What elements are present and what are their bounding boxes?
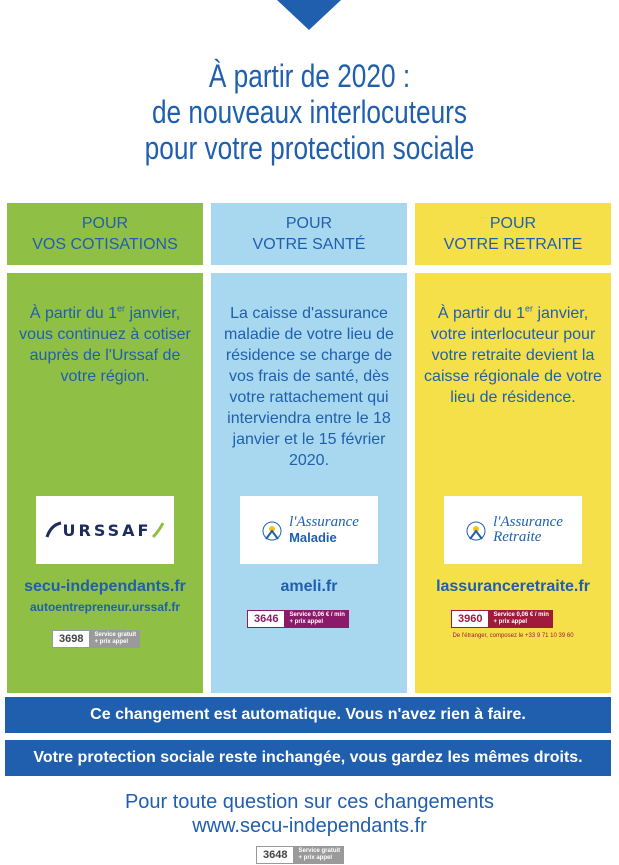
phone-info-line1: Service 0,06 € / min [289,612,345,618]
text-sup: er [117,303,126,314]
logo-line2: Retraite [493,529,542,545]
phone-info-line1: Service gratuit [298,848,341,854]
text-sup: er [525,303,534,314]
phone-info [489,610,552,628]
site-link[interactable]: lassuranceretraite.fr [436,578,590,595]
logo-wordmark [289,515,359,546]
phone-info [294,846,344,864]
site-link[interactable]: ameli.fr [280,578,338,595]
footer-question: Pour toute question sur ces changements [124,791,495,813]
site-link[interactable]: secu-independants.fr [24,578,186,595]
automatic-change-banner: Ce changement est automatique. Vous n'avez rien à faire. [5,697,611,733]
foreign-phone-note: De l'étranger, composez le +33 9 71 10 39 60 [452,633,574,639]
phone-number: 3960 [451,610,489,628]
phone-info-line2: + prix appel [493,619,527,625]
phone-info [285,610,348,628]
phone-badge [52,630,140,648]
assurance-retraite-logo [444,496,582,564]
phone-info [90,630,140,648]
column-header-line2: VOS COTISATIONS [32,236,178,253]
phone-number: 3698 [52,630,90,648]
urssaf-logo-text: URSSAF [62,520,152,540]
phone-info-line2: + prix appel [298,855,332,861]
title-line-1: À partir de 2020 : [208,58,411,94]
phone-info-line1: Service gratuit [94,632,137,638]
column-text: La caisse d'assurance maladie de votre lieu de résidence se charge de vos frais de santé, dès votre rattachement qui interviendra entre le 18 janvier et le 15 février 2020. [224,305,394,469]
column-header [415,203,611,265]
urssaf-swoosh-icon [45,521,63,539]
column-header-line1: POUR [81,215,129,232]
column-header [211,203,407,265]
column-body [211,273,407,693]
urssaf-logo [36,496,174,564]
footer-phone-badge [256,846,344,864]
top-arrow-icon [277,0,341,30]
logo-wordmark [493,515,563,545]
urssaf-accent-icon [151,521,165,539]
text-part: À partir du 1 [437,305,525,322]
phone-badge [451,610,553,628]
title-line-3: pour votre protection sociale [144,130,475,166]
logo-line2: Maladie [289,529,337,545]
column-header-line2: VOTRE RETRAITE [443,236,583,253]
phone-number: 3648 [256,846,294,864]
phone-info-line2: + prix appel [94,639,128,645]
text-part: janvier, votre interlocuteur pour votre retraite devient la caisse régionale de votre lieu de résidence. [424,305,602,406]
phone-info-line1: Service 0,06 € / min [493,612,549,618]
text-part: À partir du 1 [29,305,117,322]
column-cotisations [7,203,203,645]
rights-unchanged-banner: Votre protection sociale reste inchangée, vous gardez les mêmes droits. [5,740,611,776]
column-header-line2: VOTRE SANTÉ [252,236,366,253]
footer-site-link[interactable]: www.secu-independants.fr [192,815,427,837]
phone-info-line2: + prix appel [289,619,323,625]
column-retraite [415,203,611,639]
column-header-line1: POUR [285,215,333,232]
column-body [415,273,611,693]
securite-sociale-seal-icon [463,515,489,545]
phone-badge [247,610,349,628]
securite-sociale-seal-icon [259,515,285,545]
column-text [7,273,203,387]
logo-line1: l'Assurance [493,514,563,530]
column-text [415,273,611,408]
column-sante [211,203,407,625]
site-link-secondary[interactable]: autoentrepreneur.urssaf.fr [29,600,181,614]
title-line-2: de nouveaux interlocuteurs [151,94,468,130]
column-body [7,273,203,693]
logo-line1: l'Assurance [289,513,359,530]
column-header [7,203,203,265]
phone-number: 3646 [247,610,285,628]
assurance-maladie-logo [240,496,378,564]
text-part: janvier, vous continuez à cotiser auprès de l'Urssaf de votre région. [19,305,191,385]
column-header-line1: POUR [489,215,537,232]
page-title [56,58,564,166]
